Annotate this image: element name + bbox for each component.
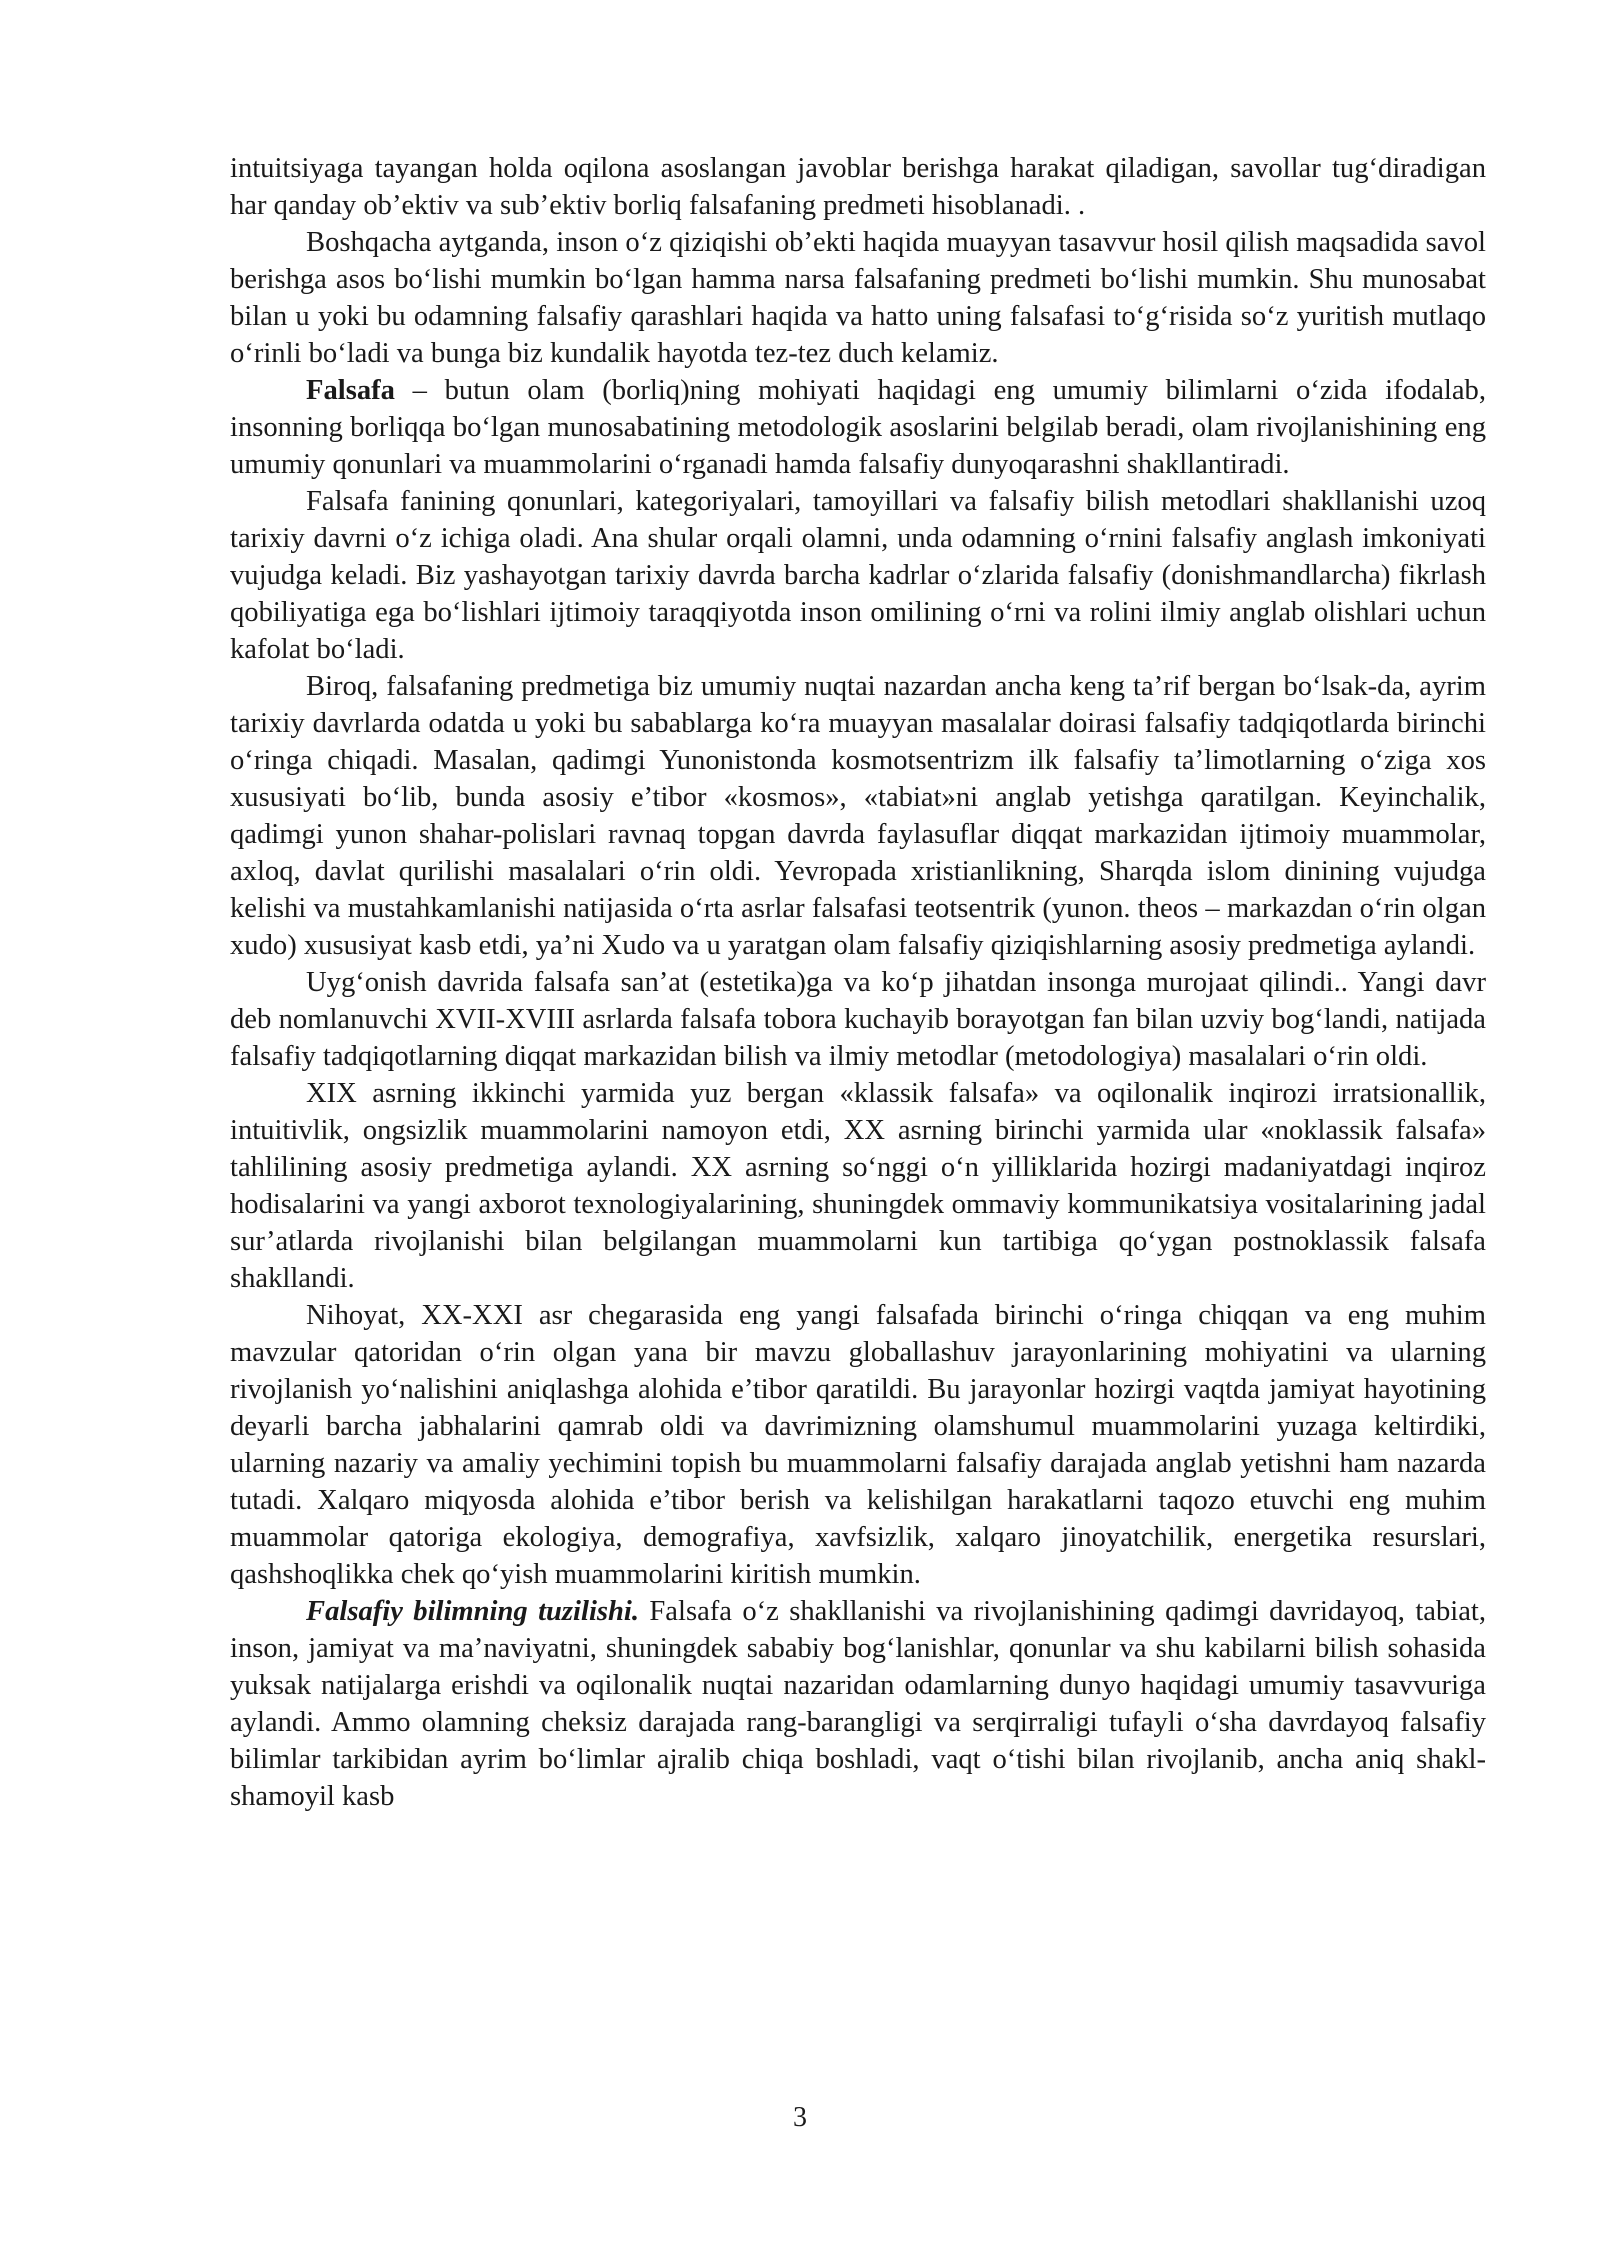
paragraph-text: XIX asrning ikkinchi yarmida yuz bergan «klassik falsafa» va oqilonalik inqirozi irratsionallik, intuitivlik, ongsizlik muammolarini namoyon etdi, XX asrning birinchi yarmida ular «noklassik falsafa» tahlilining asosiy predmetiga aylandi. XX asrning so‘nggi o‘n yilliklarida hozirgi madaniyatdagi inqiroz hodisalarini va yangi axborot texnologiyalarining, shuningdek ommaviy kommunikatsiya vositalarining jadal sur’atlarda rivojlanishi bilan belgilangan muammolarni kun tartibiga qo‘ygan postnoklassik falsafa shakllandi. (230, 1078, 1486, 1294)
page-number: 3 (793, 2102, 807, 2133)
paragraph-text: Nihoyat, XX-XXI asr chegarasida eng yangi falsafada birinchi o‘ringa chiqqan va eng muhim mavzular qatoridan o‘rin olgan yana bir mavzu globallashuv jarayonlarining mohiyatini va ularning rivojlanish yo‘nalishini aniqlashga alohida e’tibor qaratildi. Bu jarayonlar hozirgi vaqtda jamiyat hayotining deyarli barcha jabhalarini qamrab oldi va davrimizning olamshumul muammolarini yuzaga keltirdiki, ularning nazariy va amaliy yechimini topish bu muammolarni falsafiy darajada anglab yetishni ham nazarda tutadi. Xalqaro miqyosda alohida e’tibor berish va kelishilgan harakatlarni taqozo etuvchi eng muhim muammolar qatoriga ekologiya, demografiya, xavfsizlik, xalqaro jinoyatchilik, energetika resurslari, qashshoqlikka chek qo‘yish muammolarini kiritish mumkin. (230, 1300, 1486, 1590)
paragraph-3-definition (230, 372, 1486, 483)
paragraph-2 (230, 224, 1486, 372)
term-falsafa: Falsafa (306, 375, 395, 406)
paragraph-text: Falsafa o‘z shakllanishi va rivojlanishining qadimgi davridayoq, tabiat, inson, jamiyat va ma’naviyatni, shuningdek sababiy bog‘lanishlar, qonunlar va shu kabilarni bilish sohasida yuksak natijalarga erishdi va oqilonalik nuqtai nazaridan odamlarning dunyo haqidagi umumiy tasavvuriga aylandi. Ammo olamning cheksiz darajada rang-barangligi va serqirraligi tufayli o‘sha davrdayoq falsafiy bilimlar tarkibidan ayrim bo‘limlar ajralib chiqa boshladi, vaqt o‘tishi bilan rivojlanib, ancha aniq shakl-shamoyil kasb (230, 1596, 1486, 1812)
paragraph-5 (230, 668, 1486, 964)
paragraph-text: Falsafa fanining qonunlari, kategoriyalari, tamoyillari va falsafiy bilish metodlari shakllanishi uzoq tarixiy davrni o‘z ichiga oladi. Ana shular orqali olamni, unda odamning o‘rnini falsafiy anglash imkoniyati vujudga keladi. Biz yashayotgan tarixiy davrda barcha kadrlar o‘zlarida falsafiy (donishmandlarcha) fikrlash qobiliyatiga ega bo‘lishlari ijtimoiy taraqqiyotda inson omilining o‘rni va rolini ilmiy anglab olishlari uchun kafolat bo‘ladi. (230, 486, 1486, 665)
paragraph-text: Uyg‘onish davrida falsafa san’at (estetika)ga va ko‘p jihatdan insonga murojaat qilindi.. Yangi davr deb nomlanuvchi XVII-XVIII asrlarda falsafa tobora kuchayib borayotgan fan bilan uzviy bog‘landi, natijada falsafiy tadqiqotlarning diqqat markazidan bilish va ilmiy metodlar (metodologiya) masalalari o‘rin oldi. (230, 967, 1486, 1072)
paragraph-text: Biroq, falsafaning predmetiga biz umumiy nuqtai nazardan ancha keng ta’rif bergan bo‘lsak-da, ayrim tarixiy davrlarda odatda u yoki bu sabablarga ko‘ra muayyan masalalar doirasi falsafiy tadqiqotlarda birinchi o‘ringa chiqadi. Masalan, qadimgi Yunonistonda kosmotsentrizm ilk falsafiy ta’limotlarning o‘ziga xos xususiyati bo‘lib, bunda asosiy e’tibor «kosmos», «tabiat»ni anglab yetishga qaratilgan. Keyinchalik, qadimgi yunon shahar-polislari ravnaq topgan davrda faylasuflar diqqat markazidan ijtimoiy muammolar, axloq, davlat qurilishi masalalari o‘rin oldi. Yevropada xristianlikning, Sharqda islom dinining vujudga kelishi va mustahkamlanishi natijasida o‘rta asrlar falsafasi teotsentrik (yunon. theos – markazdan o‘rin olgan xudo) xususiyat kasb etdi, ya’ni Xudo va u yaratgan olam falsafiy qiziqishlarning asosiy predmetiga aylandi. (230, 671, 1486, 961)
section-heading-inline: Falsafiy bilimning tuzilishi. (306, 1596, 640, 1627)
paragraph-text: Boshqacha aytganda, inson o‘z qiziqishi ob’ekti haqida muayyan tasavvur hosil qilish maqsadida savol berishga asos bo‘lishi mumkin bo‘lgan hamma narsa falsafaning predmeti bo‘lishi mumkin. Shu munosabat bilan u yoki bu odamning falsafiy qarashlari haqida va hatto uning falsafasi to‘g‘risida so‘z yuritish mutlaqo o‘rinli bo‘ladi va bunga biz kundalik hayotda tez-tez duch kelamiz. (230, 227, 1486, 369)
paragraph-9-section-start (230, 1593, 1486, 1815)
paragraph-4 (230, 483, 1486, 668)
paragraph-6 (230, 964, 1486, 1075)
paragraph-1 (230, 150, 1486, 224)
paragraph-7 (230, 1075, 1486, 1297)
document-body (230, 150, 1486, 1815)
paragraph-text: – butun olam (borliq)ning mohiyati haqidagi eng umumiy bilimlarni o‘zida ifodalab, insonning borliqqa bo‘lgan munosabatining metodologik asoslarini belgilab beradi, olam rivojlanishining eng umumiy qonunlari va muammolarini o‘rganadi hamda falsafiy dunyoqarashni shakllantiradi. (230, 375, 1486, 480)
paragraph-text: intuitsiyaga tayangan holda oqilona asoslangan javoblar berishga harakat qiladigan, savollar tug‘diradigan har qanday ob’ektiv va sub’ektiv borliq falsafaning predmeti hisoblanadi. . (230, 153, 1486, 221)
paragraph-8 (230, 1297, 1486, 1593)
